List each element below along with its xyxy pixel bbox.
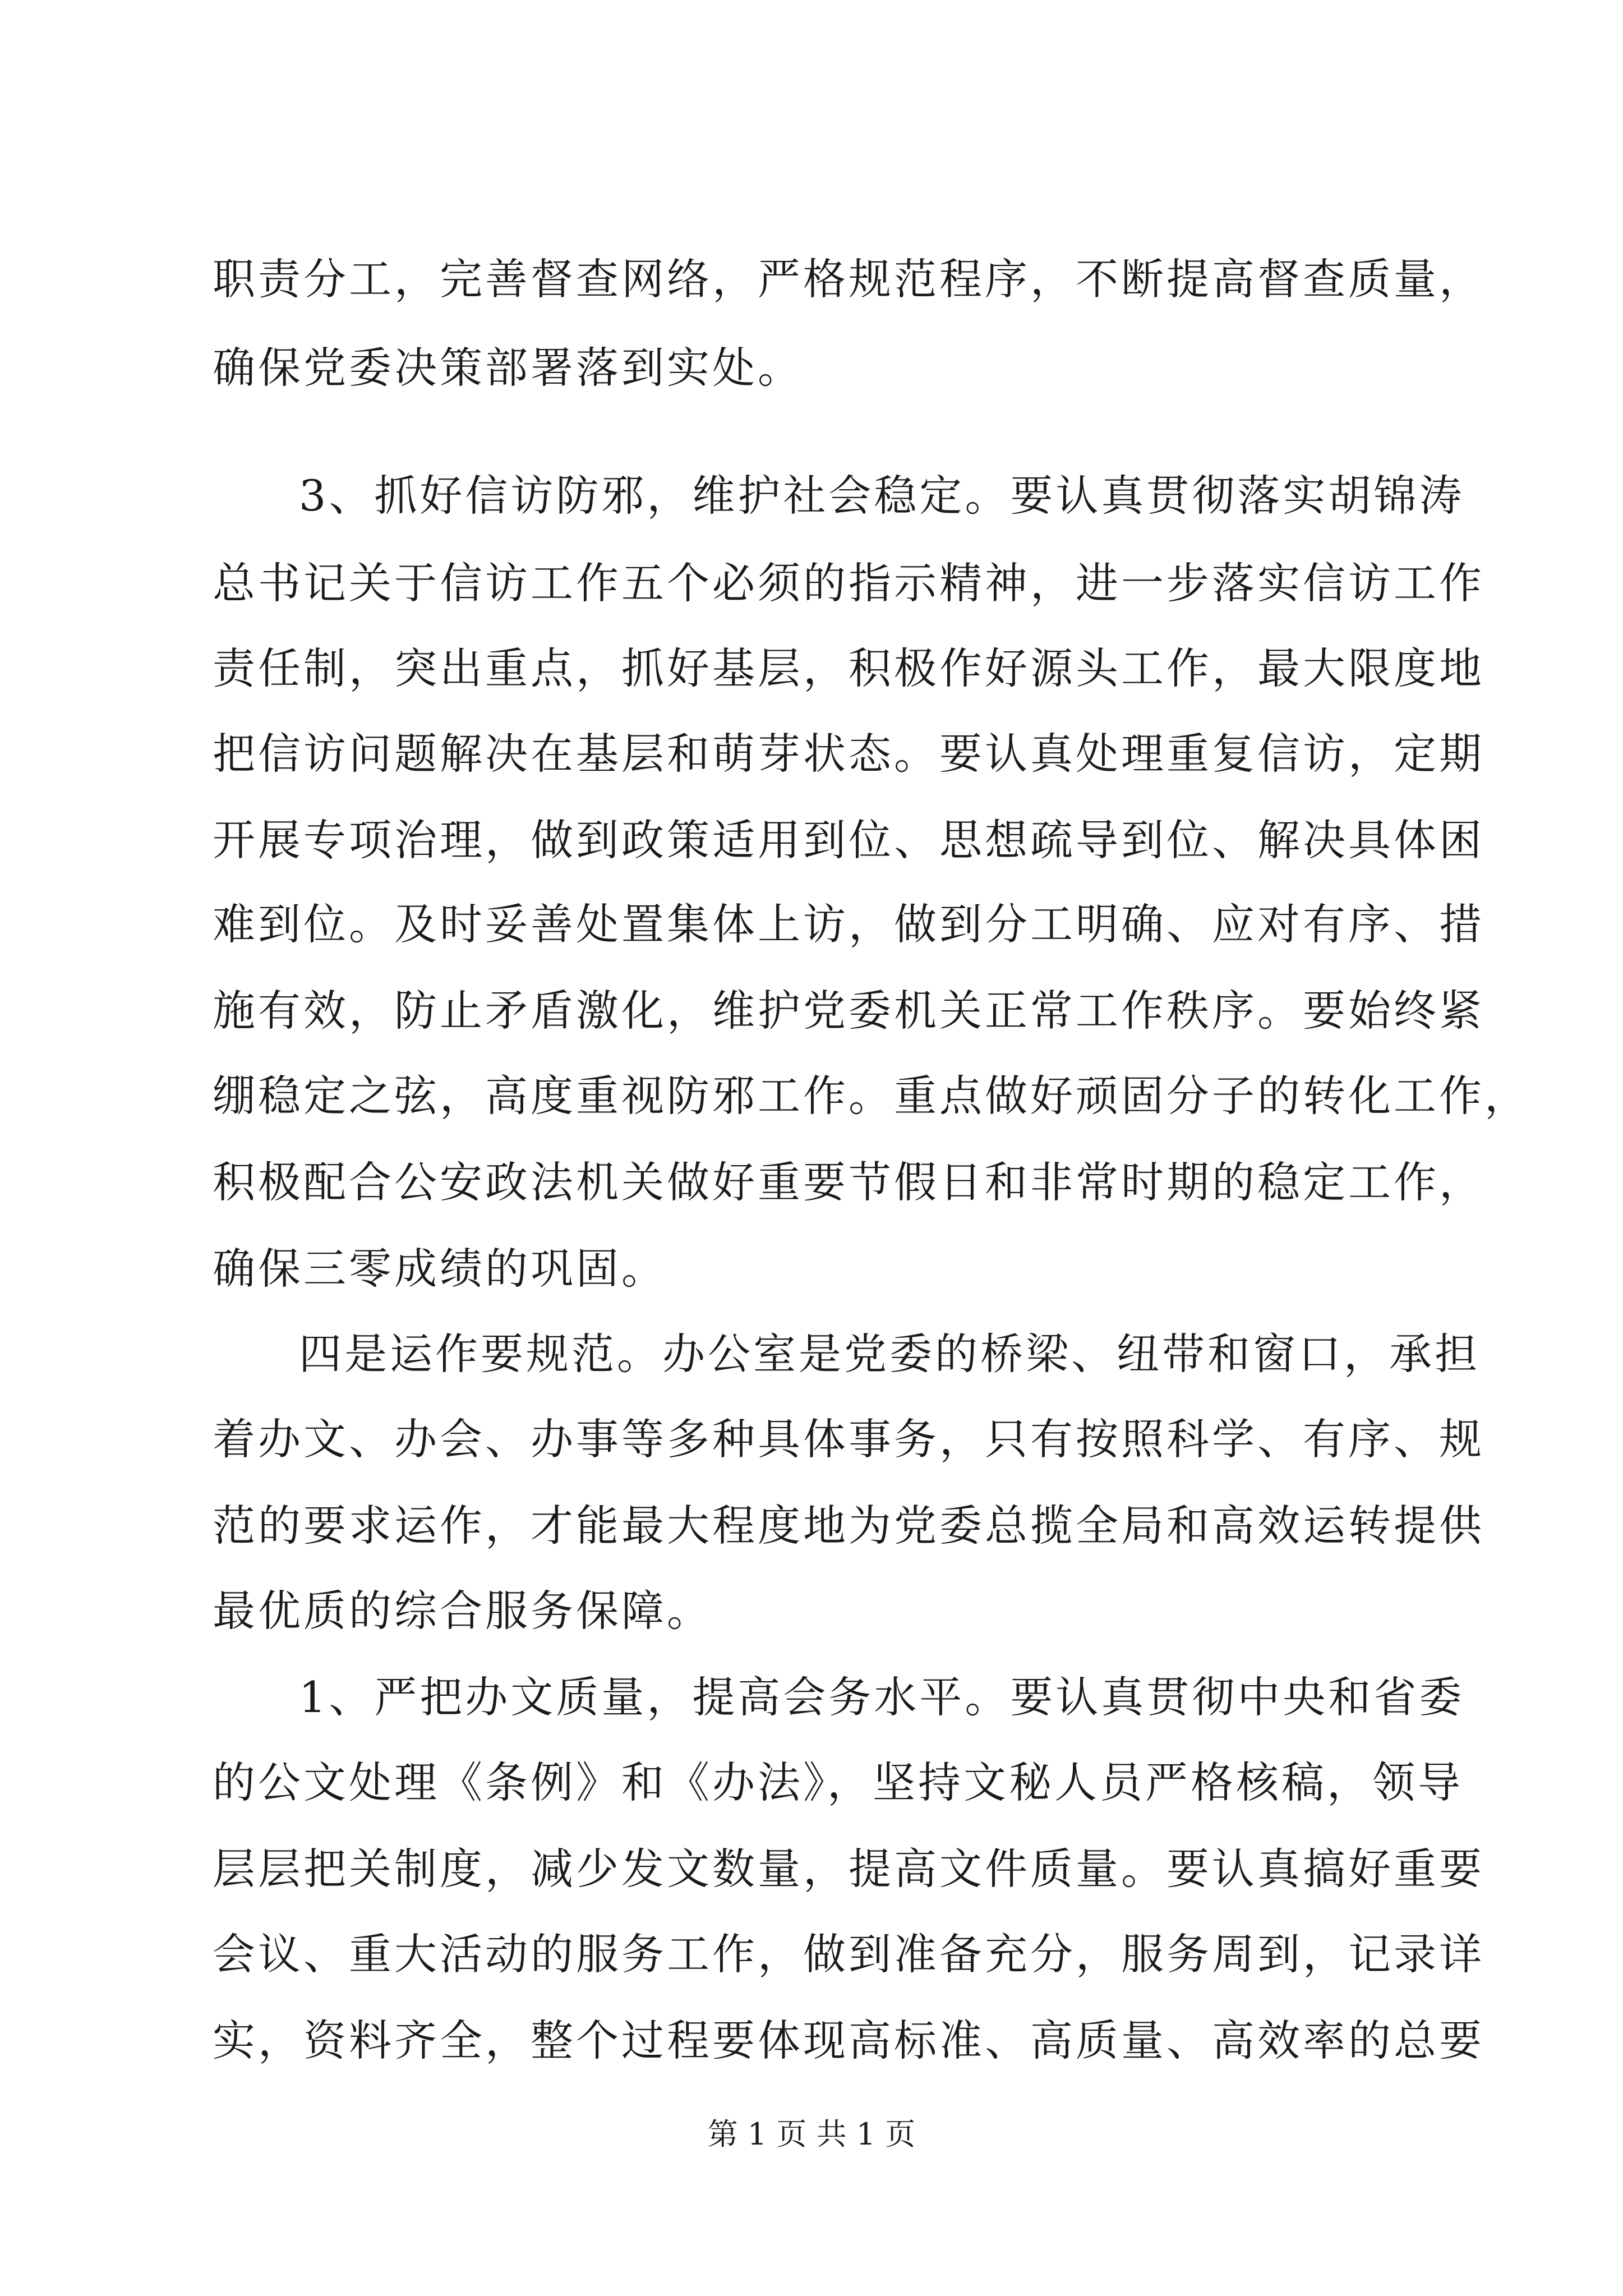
text-line: 绷稳定之弦，高度重视防邪工作。重点做好顽固分子的转化工作， xyxy=(213,1071,1530,1121)
text-line: 确保党委决策部署落到实处。 xyxy=(213,343,803,393)
text-line: 3、抓好信访防邪，维护社会稳定。要认真贯彻落实胡锦涛 xyxy=(299,471,1465,521)
text-line: 会议、重大活动的服务工作，做到准备充分，服务周到，记录详 xyxy=(213,1929,1484,1979)
page-number-footer: 第 1 页 共 1 页 xyxy=(707,2116,916,2152)
text-line: 实，资料齐全，整个过程要体现高标准、高质量、高效率的总要 xyxy=(213,2016,1484,2065)
text-line: 难到位。及时妥善处置集体上访，做到分工明确、应对有序、措 xyxy=(213,899,1484,949)
text-line: 层层把关制度，减少发文数量，提高文件质量。要认真搞好重要 xyxy=(213,1844,1484,1894)
text-line: 开展专项治理，做到政策适用到位、思想疏导到位、解决具体困 xyxy=(213,815,1484,865)
text-line: 职责分工，完善督查网络，严格规范程序，不断提高督查质量， xyxy=(213,254,1484,304)
text-line: 总书记关于信访工作五个必须的指示精神，进一步落实信访工作 xyxy=(213,558,1484,608)
text-line: 着办文、办会、办事等多种具体事务，只有按照科学、有序、规 xyxy=(213,1414,1484,1464)
text-line: 四是运作要规范。办公室是党委的桥梁、纽带和窗口，承担 xyxy=(299,1329,1480,1379)
text-line: 范的要求运作，才能最大程度地为党委总揽全局和高效运转提供 xyxy=(213,1501,1484,1550)
text-line: 1、严把办文质量，提高会务水平。要认真贯彻中央和省委 xyxy=(299,1672,1465,1722)
text-line: 施有效，防止矛盾激化，维护党委机关正常工作秩序。要始终紧 xyxy=(213,986,1484,1036)
text-line: 最优质的综合服务保障。 xyxy=(213,1586,712,1636)
text-line: 的公文处理《条例》和《办法》，坚持文秘人员严格核稿，领导 xyxy=(213,1757,1463,1807)
text-line: 确保三零成绩的巩固。 xyxy=(213,1244,667,1294)
text-line: 把信访问题解决在基层和萌芽状态。要认真处理重复信访，定期 xyxy=(213,729,1484,779)
text-line: 责任制，突出重点，抓好基层，积极作好源头工作，最大限度地 xyxy=(213,643,1484,693)
text-line: 积极配合公安政法机关做好重要节假日和非常时期的稳定工作， xyxy=(213,1157,1484,1207)
